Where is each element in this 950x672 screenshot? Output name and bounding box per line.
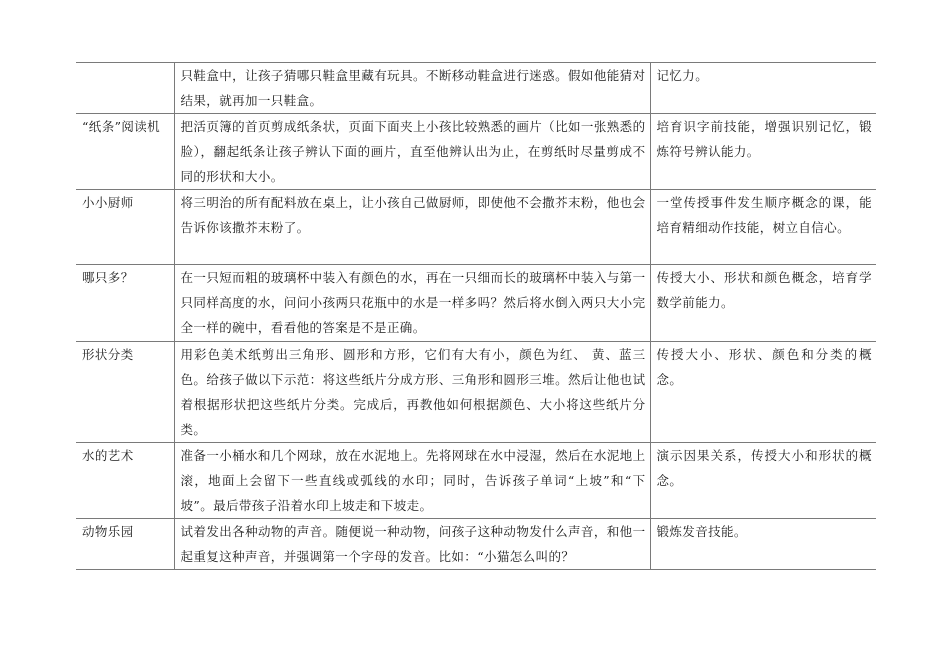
activity-name-cell: “纸条”阅读机 bbox=[76, 114, 174, 190]
activity-name-cell: 动物乐园 bbox=[76, 519, 174, 570]
activity-name-cell bbox=[76, 63, 174, 114]
activity-name-cell: 哪只多？ bbox=[76, 265, 174, 342]
table-row bbox=[76, 519, 876, 570]
activity-description-cell: 准备一小桶水和几个网球，放在水泥地上。先将网球在水中浸湿，然后在水泥地上滚，地面上会留下一些直线或弧线的水印；同时，告诉孩子单词“上坡”和“下坡”。最后带孩子沿着水印上坡走和下坡走。 bbox=[174, 443, 650, 519]
activity-description-cell: 试着发出各种动物的声音。随便说一种动物，问孩子这种动物发什么声音，和他一起重复这种声音，并强调第一个字母的发音。比如：“小猫怎么叫的？ bbox=[174, 519, 650, 570]
table-row bbox=[76, 342, 876, 443]
activity-description-cell: 只鞋盒中，让孩子猜哪只鞋盒里藏有玩具。不断移动鞋盒进行迷惑。假如他能猜对结果，就再加一只鞋盒。 bbox=[174, 63, 650, 114]
activity-goal-cell: 记忆力。 bbox=[650, 63, 876, 114]
activity-goal-cell: 传授大小、形状、颜色和分类的概念。 bbox=[650, 342, 876, 443]
table-row bbox=[76, 63, 876, 114]
table-row bbox=[76, 443, 876, 519]
activity-goal-cell: 一堂传授事件发生顺序概念的课，能培育精细动作技能，树立自信心。 bbox=[650, 190, 876, 265]
activity-name-cell: 形状分类 bbox=[76, 342, 174, 443]
activity-description-cell: 把活页簿的首页剪成纸条状，页面下面夹上小孩比较熟悉的画片（比如一张熟悉的脸），翻起纸条让孩子辨认下面的画片，直至他辨认出为止，在剪纸时尽量剪成不同的形状和大小。 bbox=[174, 114, 650, 190]
activity-table bbox=[76, 62, 876, 570]
activity-description-cell: 将三明治的所有配料放在桌上，让小孩自己做厨师，即使他不会撒芥末粉，他也会告诉你该撒芥末粉了。 bbox=[174, 190, 650, 265]
activity-description-cell: 在一只短而粗的玻璃杯中装入有颜色的水，再在一只细而长的玻璃杯中装入与第一只同样高度的水，问问小孩两只花瓶中的水是一样多吗？然后将水倒入两只大小完全一样的碗中，看看他的答案是不是正确。 bbox=[174, 265, 650, 342]
activity-name-cell: 水的艺术 bbox=[76, 443, 174, 519]
activity-goal-cell: 演示因果关系，传授大小和形状的概念。 bbox=[650, 443, 876, 519]
activity-name-cell: 小小厨师 bbox=[76, 190, 174, 265]
activity-goal-cell: 锻炼发音技能。 bbox=[650, 519, 876, 570]
activity-goal-cell: 培育识字前技能，增强识别记忆，锻炼符号辨认能力。 bbox=[650, 114, 876, 190]
table-row bbox=[76, 265, 876, 342]
table-row bbox=[76, 190, 876, 265]
activity-goal-cell: 传授大小、形状和颜色概念，培育学数学前能力。 bbox=[650, 265, 876, 342]
table-row bbox=[76, 114, 876, 190]
activity-description-cell: 用彩色美术纸剪出三角形、圆形和方形，它们有大有小，颜色为红、 黄、蓝三色。给孩子做以下示范：将这些纸片分成方形、三角形和圆形三堆。然后让他也试着根据形状把这些纸片分类。完成后，再教他如何根据颜色、大小将这些纸片分类。 bbox=[174, 342, 650, 443]
